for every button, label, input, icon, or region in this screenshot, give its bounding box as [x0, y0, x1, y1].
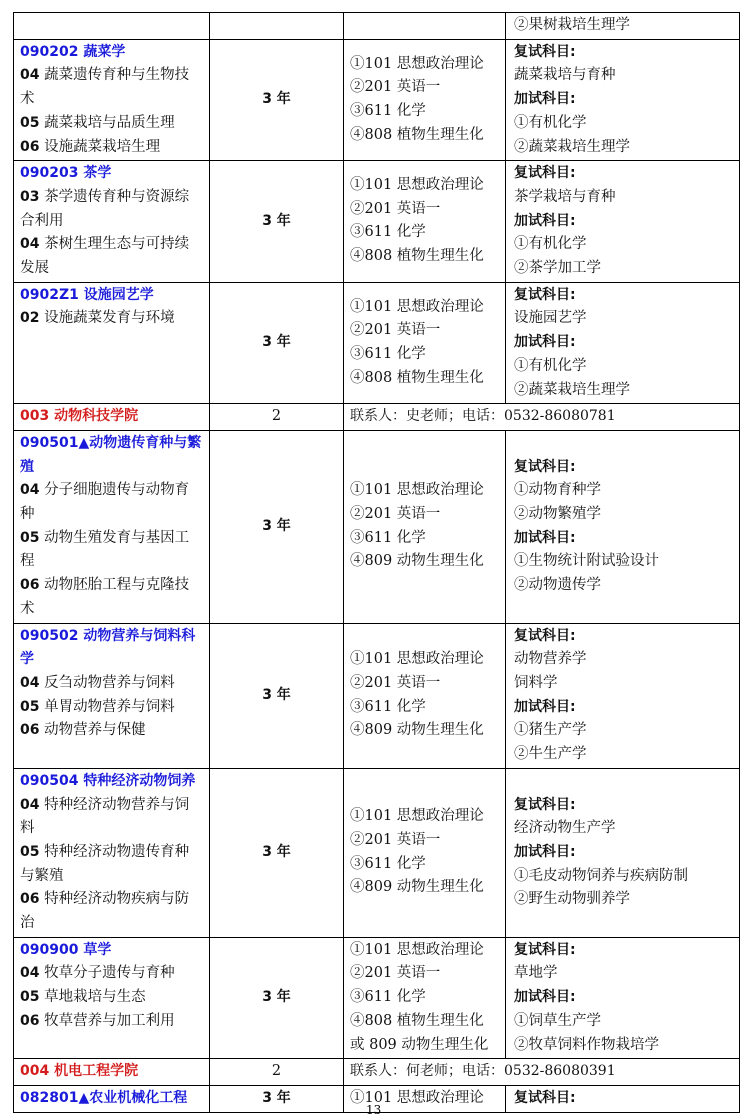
- retest-cell: 复试科目: 动物营养学 饲料学 加试科目: ①猪生产学 ②牛生产学: [506, 623, 740, 768]
- page-number: 13: [366, 1103, 382, 1117]
- study-years: 3 年: [262, 517, 291, 534]
- direction-text: 茶树生理生态与可持续发展: [20, 236, 190, 277]
- exam-cell: ①101 思想政治理论 ②201 英语一 ③611 化学 ④809 动物生理生化: [344, 623, 506, 768]
- direction-text: 设施蔬菜栽培生理: [44, 138, 161, 155]
- major-code: 090202 蔬菜学: [20, 43, 126, 60]
- college-name: 004 机电工程学院: [20, 1063, 139, 1080]
- table-row: [14, 768, 740, 937]
- major-code: 090900 草学: [20, 941, 112, 958]
- table-row: [14, 161, 740, 283]
- study-years: 3 年: [262, 989, 291, 1006]
- college-row: [14, 1059, 740, 1086]
- direction-text: 茶学遗传育种与资源综合利用: [20, 188, 190, 229]
- study-years: 3 年: [262, 91, 291, 108]
- retest-cell: 复试科目: ①动物育种学 ②动物繁殖学 加试科目: ①生物统计附试验设计 ②动物遗传学: [506, 430, 740, 623]
- contact-info: 联系人：史老师；电话：0532-86080781: [350, 408, 616, 425]
- direction-text: 单胃动物营养与饲料: [44, 698, 175, 715]
- direction-text: 设施蔬菜发育与环境: [44, 310, 175, 327]
- college-name: 003 动物科技学院: [20, 408, 139, 425]
- retest-cell: 复试科目: 草地学 加试科目: ①饲草生产学 ②牧草饲料作物栽培学: [506, 937, 740, 1059]
- direction-text: 分子细胞遗传与动物育种: [20, 482, 190, 523]
- enroll-count: 2: [271, 408, 282, 425]
- major-code: 082801▲农业机械化工程: [20, 1089, 188, 1106]
- direction-text: 牧草营养与加工利用: [44, 1012, 175, 1029]
- study-years: 3 年: [262, 1089, 291, 1106]
- direction-text: 特种经济动物疾病与防治: [20, 891, 190, 932]
- table-row: [14, 13, 740, 40]
- table-row: [14, 937, 740, 1059]
- admissions-table: [13, 12, 740, 1113]
- major-code: 090203 茶学: [20, 165, 112, 182]
- direction-text: 蔬菜遗传育种与生物技术: [20, 67, 190, 108]
- exam-cell: ①101 思想政治理论 ②201 英语一 ③611 化学 ④809 动物生理生化: [344, 430, 506, 623]
- direction-text: 动物胚胎工程与克隆技术: [20, 577, 190, 617]
- major-code: 0902Z1 设施园艺学: [20, 286, 154, 303]
- major-cell: 090202 蔬菜学 04 蔬菜遗传育种与生物技术 05 蔬菜栽培与品质生理 06 设施蔬菜栽培生理: [14, 39, 210, 161]
- exam-cell: ①101 思想政治理论 ②201 英语一 ③611 化学 ④809 动物生理生化: [344, 768, 506, 937]
- major-cell: 0902Z1 设施园艺学 02 设施蔬菜发育与环境: [14, 282, 210, 404]
- exam-cell: ①101 思想政治理论 ②201 英语一 ③611 化学 ④808 植物生理生化: [344, 161, 506, 283]
- direction-text: 反刍动物营养与饲料: [44, 674, 175, 691]
- table-row: [14, 282, 740, 404]
- study-years: 3 年: [262, 212, 291, 229]
- major-cell: 090900 草学 04 牧草分子遗传与育种 05 草地栽培与生态 06 牧草营养与加工利用: [14, 937, 210, 1059]
- study-years: 3 年: [262, 843, 291, 860]
- retest-cell: 复试科目: 蔬菜栽培与育种 加试科目: ①有机化学 ②蔬菜栽培生理学: [506, 39, 740, 161]
- retest-cell: 复试科目: 经济动物生产学 加试科目: ①毛皮动物饲养与疾病防制 ②野生动物驯养学: [506, 768, 740, 937]
- direction-text: 特种经济动物营养与饲料: [20, 796, 190, 837]
- major-code: 090502 动物营养与饲料科学: [20, 627, 196, 668]
- direction-text: 草地栽培与生态: [44, 989, 146, 1006]
- direction-text: 牧草分子遗传与育种: [44, 965, 175, 982]
- retest-line: ②果树栽培生理学: [514, 17, 630, 33]
- major-cell: 090501▲动物遗传育种与繁殖 04 分子细胞遗传与动物育种 05 动物生殖发育与基因工程 06 动物胚胎工程与克隆技术: [14, 430, 210, 623]
- direction-text: 特种经济动物遗传育种与繁殖: [20, 843, 190, 884]
- table-row: [14, 430, 740, 623]
- retest-cell: 复试科目: 设施园艺学 加试科目: ①有机化学 ②蔬菜栽培生理学: [506, 282, 740, 404]
- major-cell: 090504 特种经济动物饲养 04 特种经济动物营养与饲料 05 特种经济动物遗传育种与繁殖 06 特种经济动物疾病与防治: [14, 768, 210, 937]
- table-row: [14, 39, 740, 161]
- direction-text: 蔬菜栽培与品质生理: [44, 114, 175, 131]
- college-row: [14, 404, 740, 431]
- contact-info: 联系人：何老师；电话：0532-86080391: [350, 1063, 616, 1080]
- major-code: 090501▲动物遗传育种与繁殖: [20, 434, 202, 475]
- enroll-count: 2: [271, 1063, 282, 1080]
- retest-cell: 复试科目: 茶学栽培与育种 加试科目: ①有机化学 ②茶学加工学: [506, 161, 740, 283]
- major-code: 090504 特种经济动物饲养: [20, 772, 196, 789]
- major-cell: 090502 动物营养与饲料科学 04 反刍动物营养与饲料 05 单胃动物营养与饲料 06 动物营养与保健: [14, 623, 210, 768]
- study-years: 3 年: [262, 334, 291, 351]
- direction-text: 动物生殖发育与基因工程: [20, 529, 190, 570]
- study-years: 3 年: [262, 686, 291, 703]
- exam-cell: ①101 思想政治理论 ②201 英语一 ③611 化学 ④808 植物生理生化 或 809 动物生理生化: [344, 937, 506, 1059]
- exam-cell: ①101 思想政治理论 ②201 英语一 ③611 化学 ④808 植物生理生化: [344, 39, 506, 161]
- direction-text: 动物营养与保健: [44, 722, 146, 739]
- major-cell: 090203 茶学 03 茶学遗传育种与资源综合利用 04 茶树生理生态与可持续发展: [14, 161, 210, 283]
- exam-cell: ①101 思想政治理论 ②201 英语一 ③611 化学 ④808 植物生理生化: [344, 282, 506, 404]
- table-row: [14, 623, 740, 768]
- table-row: 082801▲农业机械化工程 3 年 ①101 思想政治理论 复试科目:: [14, 1085, 740, 1112]
